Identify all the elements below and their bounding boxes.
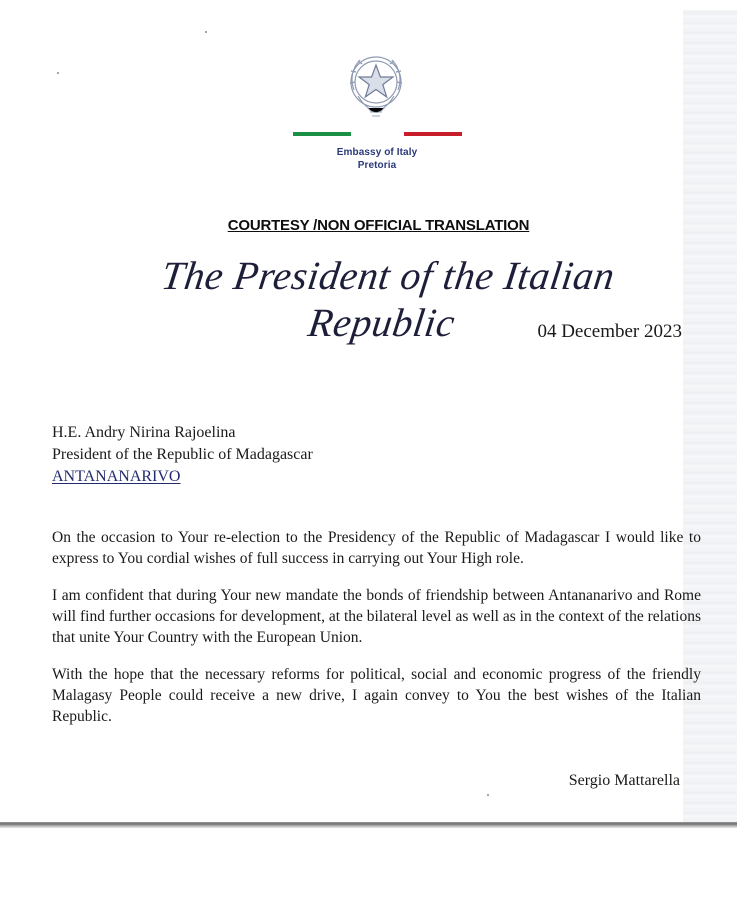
scan-speck [205, 31, 207, 33]
body-paragraph-2: I am confident that during Your new mandate the bonds of friendship between Antananarivo and Rome will find further occasions for development, at the bilateral level as well as in the context of the relations that unite Your Country with the European Union. [52, 587, 701, 646]
recipient-city: ANTANANARIVO [52, 468, 181, 485]
body-paragraph-1: On the occasion to Your re-election to the Presidency of the Republic of Madagascar I would like to express to You cordial wishes of full success in carrying out Your High role. [52, 529, 701, 567]
flag-stripe-green [293, 132, 351, 136]
signatory-name: Sergio Mattarella [568, 772, 680, 789]
recipient-title: President of the Republic of Madagascar [52, 446, 313, 463]
recipient-name: H.E. Andry Nirina Rajoelina [52, 424, 236, 441]
body-paragraph-3: With the hope that the necessary reforms for political, social and economic progress of the friendly Malagasy People could receive a new drive, I again convey to You the best wishes of the Italian Republic. [52, 666, 701, 725]
embassy-city: Pretoria [357, 160, 397, 171]
translation-notice: COURTESY /NON OFFICIAL TRANSLATION [227, 217, 530, 234]
flag-stripe-red [404, 132, 462, 136]
scan-speck [57, 72, 59, 74]
scan-speck [487, 794, 489, 796]
italian-republic-emblem-icon [344, 50, 408, 122]
embassy-name: Embassy of Italy [336, 147, 418, 158]
letter-date: 04 December 2023 [537, 321, 682, 342]
page-bottom-margin [0, 828, 737, 898]
letterhead-title: The President of the Italian Republic [158, 253, 618, 345]
